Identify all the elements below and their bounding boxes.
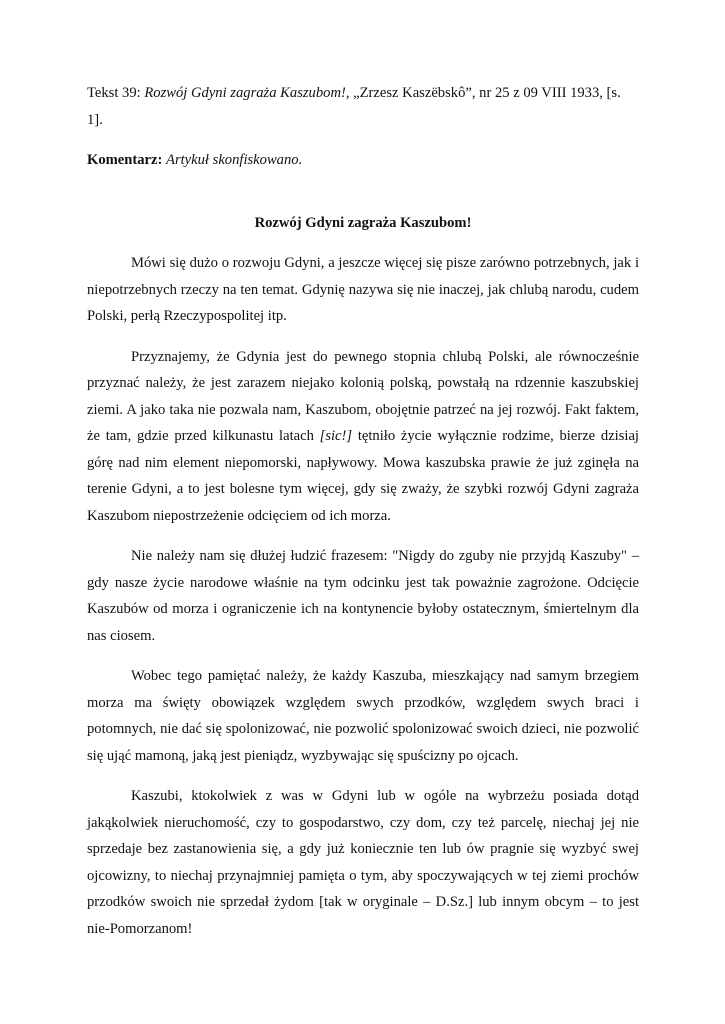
source-prefix: Tekst 39: — [87, 85, 145, 101]
editorial-comment — [87, 147, 639, 174]
article-paragraph-5: Kaszubi, ktokolwiek z was w Gdyni lub w ogóle na wybrzeżu posiada dotąd jakąkolwiek nieruchomość, czy to gospodarstwo, czy dom, czy też parcelę, niechaj jej nie sprzedaje bez zastanowienia się, a gdy już koniecznie ten lub ów pragnie się wyzbyć swej ojcowizny, to niechaj przynajmniej pamięta o tym, aby spoczywających w tej ziemi prochów przodków swoich nie sprzedał żydom [tak w oryginale – D.Sz.] lub innym obcym – to jest nie-Pomorzanom! — [87, 788, 639, 937]
article-title: Rozwój Gdyni zagraża Kaszubom! — [254, 214, 472, 231]
article-paragraph-1: Mówi się dużo o rozwoju Gdyni, a jeszcze więcej się pisze zarówno potrzebnych, jak i niepotrzebnych rzeczy na ten temat. Gdynię nazywa się nie inaczej, jak chlubą narodu, cudem Polski, perłą Rzeczypospolitej itp. — [87, 255, 639, 324]
article-paragraph-4: Wobec tego pamiętać należy, że każdy Kaszuba, mieszkający nad samym brzegiem morza ma święty obowiązek względem swych przodków, względem swych braci i potomnych, nie dać się spolonizować, nie pozwolić spolonizować swoich dzieci, nie pozwolić się ująć mamoną, jaką jest pieniądz, wyzbywając się spuścizny po ojcach. — [87, 668, 639, 764]
comment-text: Artykuł skonfiskowano. — [166, 152, 303, 168]
comment-label: Komentarz: — [87, 152, 163, 168]
source-details: „Zrzesz Kaszëbskô”, nr 25 z 09 VIII 1933, [s. 1]. — [87, 85, 621, 128]
source-citation — [87, 80, 639, 133]
document-page — [87, 80, 639, 942]
article-paragraph-3: Nie należy nam się dłużej łudzić frazesem: "Nigdy do zguby nie przyjdą Kaszuby" – gdy nasze życie narodowe właśnie na tym odcinku jest tak poważnie zagrożone. Odcięcie Kaszubów od morza i ograniczenie ich na kontynencie byłoby ostatecznym, śmiertelnym dla nas ciosem. — [87, 548, 639, 644]
sic-annotation: [sic!] — [319, 428, 353, 444]
article-paragraph-2 — [87, 344, 639, 530]
paragraph-2-part-b: tętniło życie wyłącznie rodzime, bierze dzisiaj górę nad nim element niepomorski, napływowy. Mowa kaszubska prawie że już zginęła na terenie Gdyni, a to jest bolesne tym więcej, gdy się zważy, że szybki rozwój Gdyni zagraża Kaszubom niepostrzeżenie odcięciem od ich morza. — [87, 428, 639, 524]
source-title: Rozwój Gdyni zagraża Kaszubom!, — [144, 85, 350, 101]
paragraph-2-part-a: Przyznajemy, że Gdynia jest do pewnego stopnia chlubą Polski, ale równocześnie przyznać należy, że jest zarazem niejako kolonią polską, powstałą na rdzennie kaszubskiej ziemi. A jako taka nie pozwala nam, Kaszubom, obojętnie patrzeć na jej rozwój. Fakt faktem, że tam, gdzie przed kilkunastu latach — [87, 348, 639, 444]
